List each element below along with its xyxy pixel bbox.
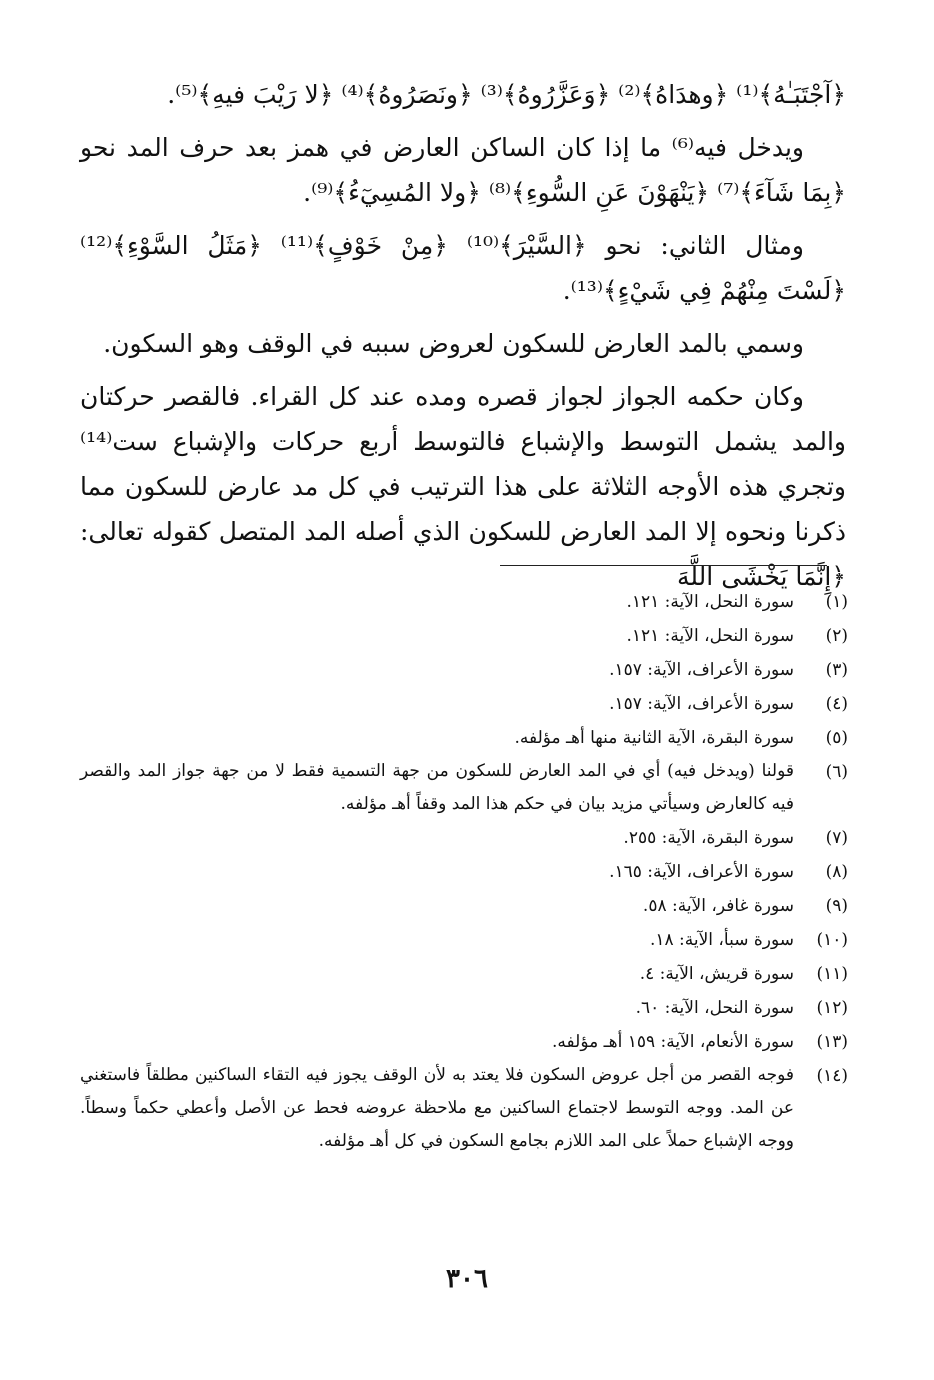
footnote-number: (٤) <box>825 694 848 714</box>
footnote-item <box>80 1059 848 1158</box>
footnote-number: (١٠) <box>816 930 848 950</box>
footnote-number: (٧) <box>825 828 848 848</box>
footnote-text: سورة الأعراف، الآية: ١٥٧. <box>609 660 794 680</box>
footnote-text: سورة الأنعام، الآية: ١٥٩ أهـ مؤلفه. <box>552 1032 794 1052</box>
footnote-divider <box>500 565 827 566</box>
footnote-number: (١٤) <box>816 1066 848 1086</box>
footnote-text: سورة قريش، الآية: ٤. <box>639 964 794 984</box>
paragraph-second-example: ومثال الثاني: نحو ﴿السَّيْرَ﴾⁽¹⁰⁾ ﴿مِنْ خَوْفٍ﴾⁽¹¹⁾ ﴿مَثَلُ السَّوْءِ﴾⁽¹²⁾ ﴿لَسْتَ مِنْهُمْ فِي شَيْءٍ﴾⁽¹³⁾. <box>80 231 846 305</box>
footnote-item <box>80 585 848 619</box>
footnote-text: سورة البقرة، الآية: ٢٥٥. <box>623 828 794 848</box>
footnote-text: سورة غافر، الآية: ٥٨. <box>642 896 794 916</box>
paragraph-hamz-examples: ويدخل فيه⁽⁶⁾ ما إذا كان الساكن العارض في همز بعد حرف المد نحو ﴿بِمَا شَآءَ﴾⁽⁷⁾ ﴿يَنْهَوْنَ عَنِ السُّوءِ﴾⁽⁸⁾ ﴿ولا المُسِيٓءُ﴾⁽⁹⁾. <box>80 133 846 207</box>
footnote-number: (١٢) <box>816 998 848 1018</box>
footnote-item <box>80 653 848 687</box>
footnote-text: سورة النحل، الآية: ١٢١. <box>626 592 794 612</box>
footnote-item <box>80 923 848 957</box>
footnote-text: فوجه القصر من أجل عروض السكون فلا يعتد به لأن الوقف يجوز فيه التقاء الساكنين مطلقاً فاستغني عن المد. ووجه التوسط لاجتماع الساكنين مع ملاحظة عروضه فحط عن الأصل وأعطي حكماً وسطاً. ووجه الإشباع حملاً على المد اللازم بجامع السكون في كل أهـ مؤلفه. <box>80 1065 794 1151</box>
footnote-item <box>80 991 848 1025</box>
footnote-number: (٩) <box>825 896 848 916</box>
footnote-text: سورة الأعراف، الآية: ١٦٥. <box>609 862 794 882</box>
footnote-text: قولنا (ويدخل فيه) أي في المد العارض للسكون من جهة التسمية فقط لا من جهة جواز المد والقصر فيه كالعارض وسيأتي مزيد بيان في حكم هذا المد وقفاً أهـ مؤلفه. <box>80 761 794 814</box>
page-number: ٣٠٦ <box>446 1264 488 1294</box>
footnote-item <box>80 619 848 653</box>
footnote-item <box>80 721 848 755</box>
footnote-number: (١١) <box>816 964 848 984</box>
main-text <box>80 72 846 599</box>
footnote-number: (٥) <box>825 728 848 748</box>
footnote-text: سورة البقرة، الآية الثانية منها أهـ مؤلفه. <box>514 728 794 748</box>
footnote-number: (٨) <box>825 862 848 882</box>
footnote-item <box>80 687 848 721</box>
footnote-number: (٢) <box>825 626 848 646</box>
footnote-item <box>80 821 848 855</box>
footnote-item <box>80 755 848 821</box>
footnote-item <box>80 957 848 991</box>
footnote-number: (١) <box>825 592 848 612</box>
footnote-text: سورة النحل، الآية: ١٢١. <box>626 626 794 646</box>
footnote-number: (١٣) <box>816 1032 848 1052</box>
footnote-text: سورة سبأ، الآية: ١٨. <box>649 930 794 950</box>
footnote-item <box>80 1025 848 1059</box>
footnote-text: سورة النحل، الآية: ٦٠. <box>635 998 794 1018</box>
footnotes <box>80 585 848 1158</box>
footnote-item <box>80 855 848 889</box>
paragraph-naming: وسمي بالمد العارض للسكون لعروض سببه في الوقف وهو السكون. <box>103 329 804 358</box>
footnote-number: (٦) <box>825 762 848 782</box>
paragraph-ruling: وكان حكمه الجواز لجواز قصره ومده عند كل القراء. فالقصر حركتان والمد يشمل التوسط والإشباع فالتوسط أربع حركات والإشباع ست⁽¹⁴⁾ وتجري هذه الأوجه الثلاثة على هذا الترتيب في كل مد عارض للسكون مما ذكرنا ونحوه إلا المد العارض للسكون الذي أصله المد المتصل كقوله تعالى: ﴿إِنَّمَا يَخْشَى اللَّهَ <box>80 382 846 591</box>
footnote-number: (٣) <box>825 660 848 680</box>
paragraph-examples-1: ﴿آجْتَبَـٰهُ﴾⁽¹⁾ ﴿وهدَاهُ﴾⁽²⁾ ﴿وَعَزَّرُوهُ﴾⁽³⁾ ﴿ونَصَرُوهُ﴾⁽⁴⁾ ﴿لا رَيْبَ فيهِ﴾⁽⁵⁾. <box>167 80 846 109</box>
footnote-text: سورة الأعراف، الآية: ١٥٧. <box>609 694 794 714</box>
footnote-item <box>80 889 848 923</box>
